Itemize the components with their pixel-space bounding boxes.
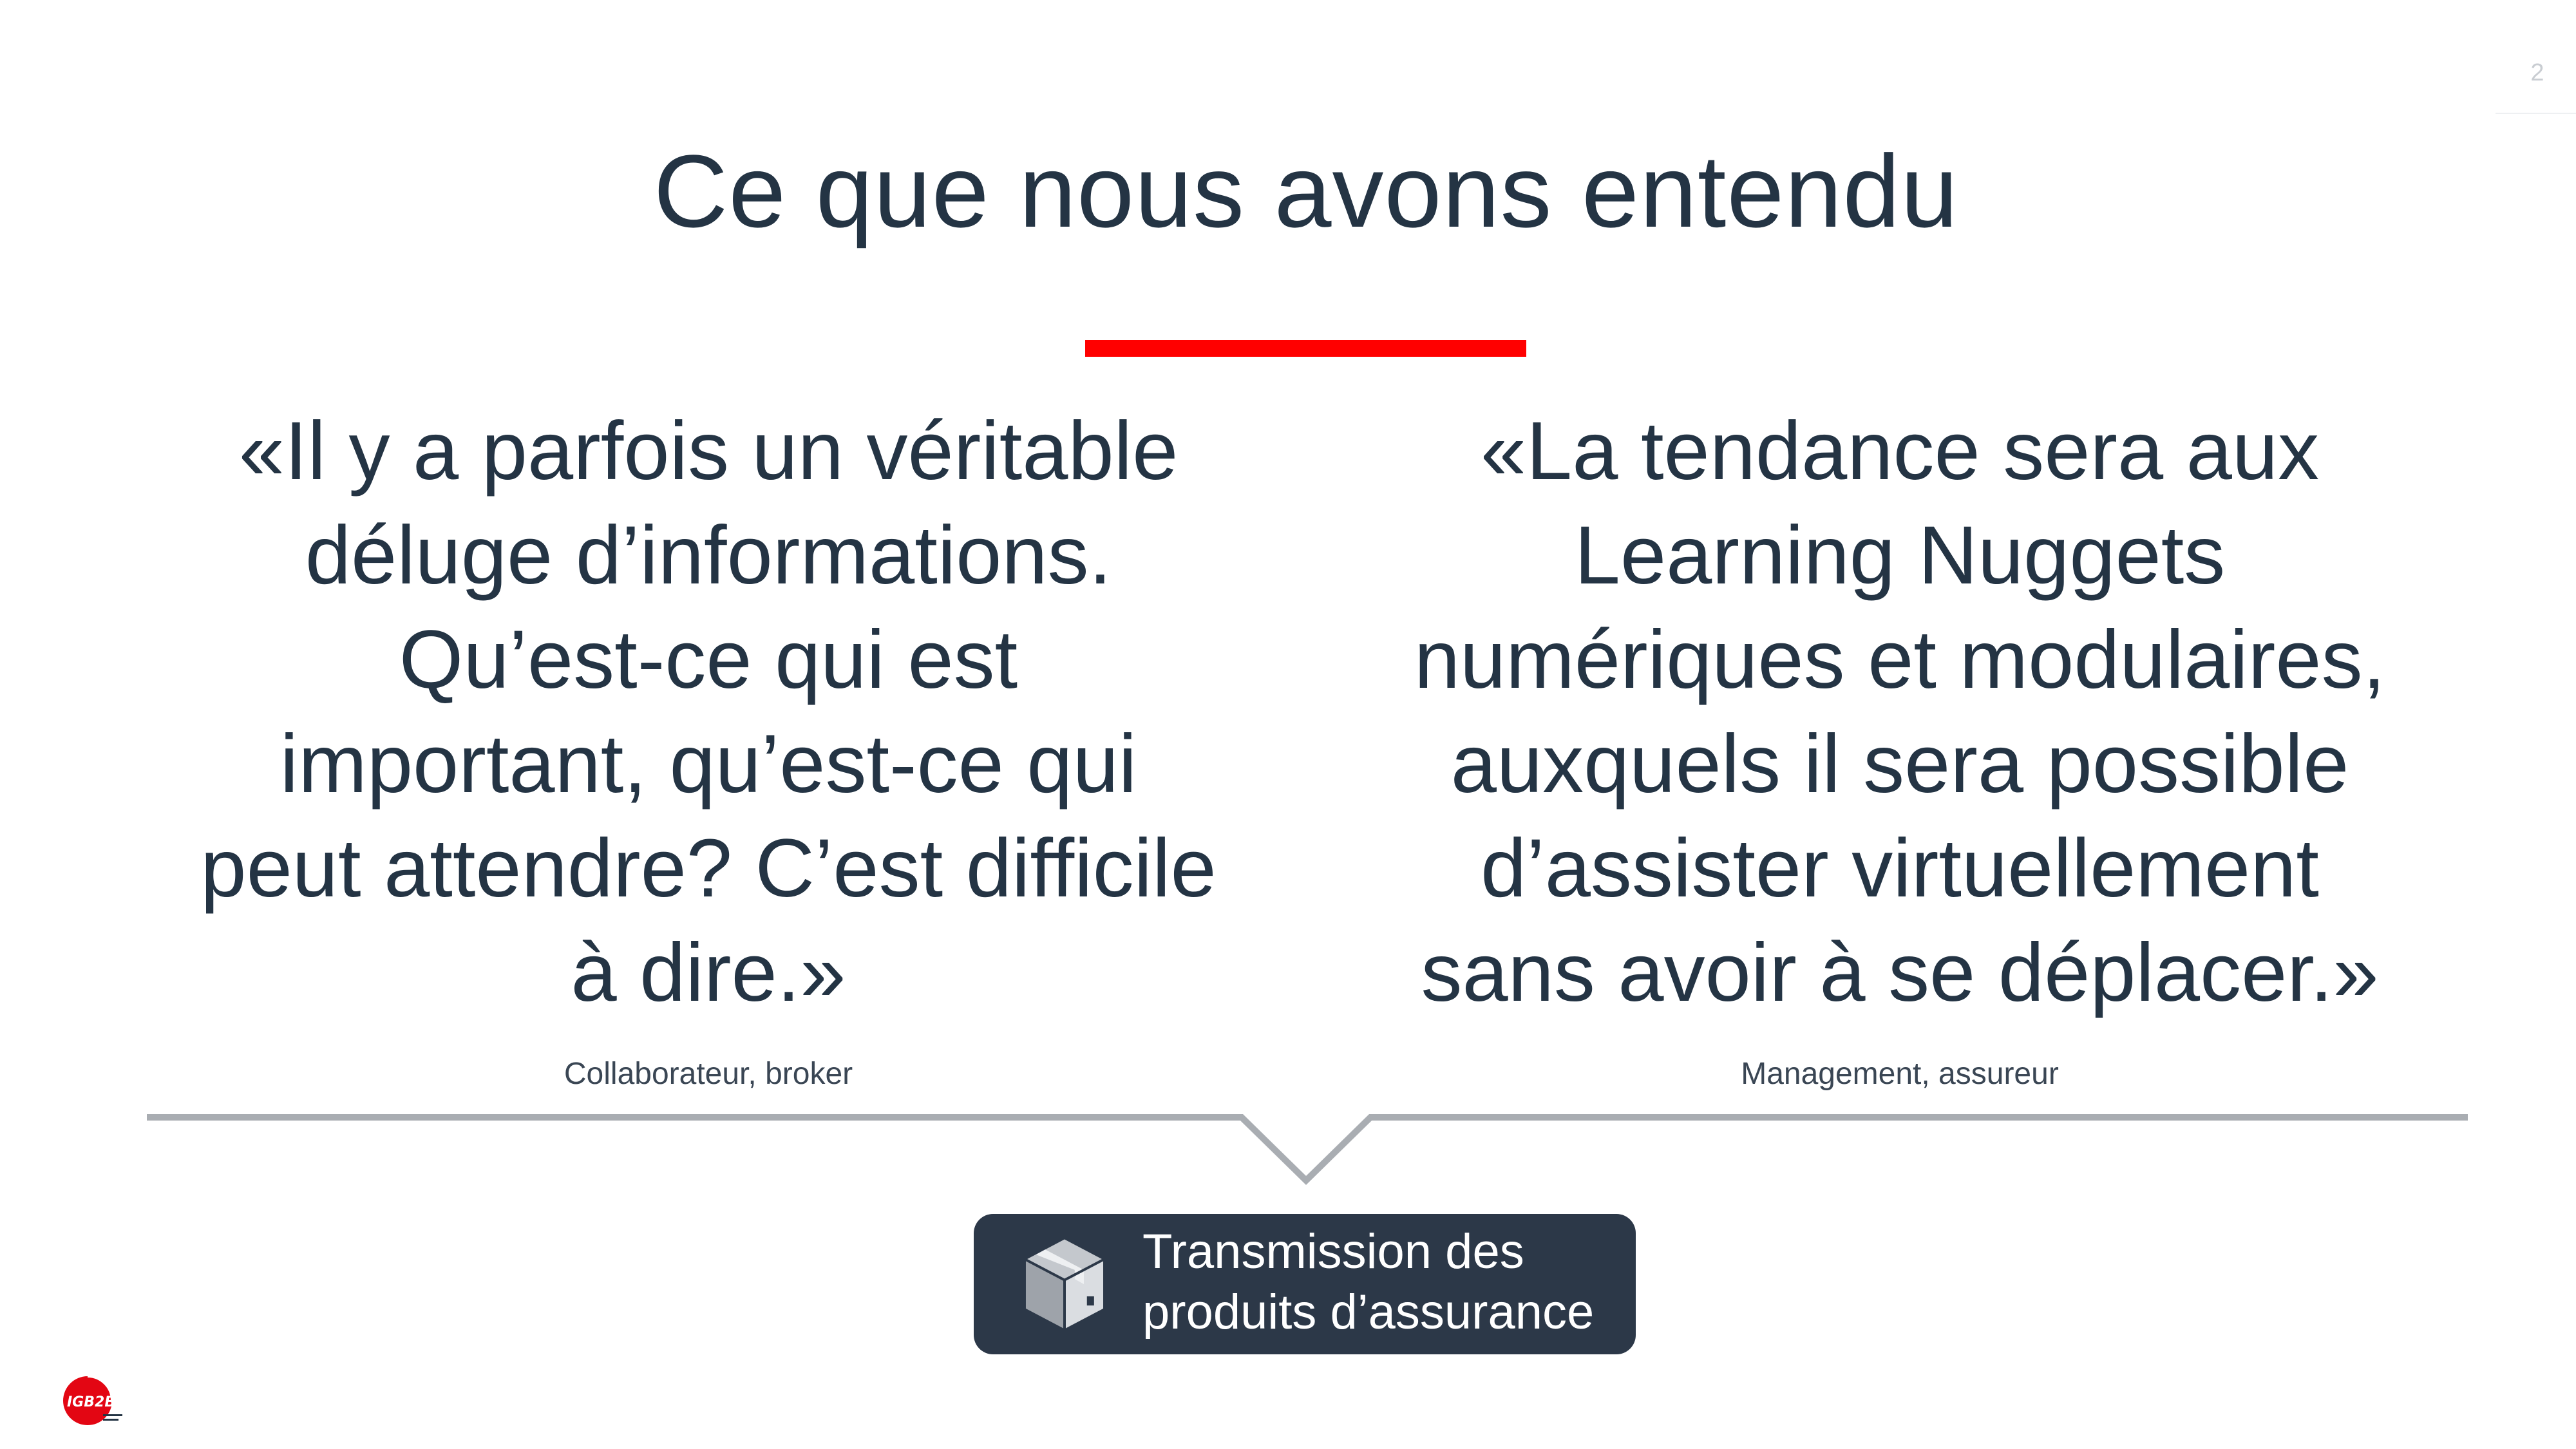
package-box-icon — [1014, 1233, 1115, 1335]
quote-left-line: important, qu’est-ce qui — [279, 718, 1137, 810]
logo-text: IGB2B — [67, 1394, 116, 1410]
attribution-right: Management, assureur — [1741, 1057, 2059, 1091]
page-number: 2 — [2530, 59, 2544, 86]
summary-box-line2: produits d’assurance — [1142, 1285, 1595, 1340]
slide-title: Ce que nous avons entendu — [653, 133, 1959, 249]
attribution-left: Collaborateur, broker — [564, 1057, 853, 1091]
quote-right-line: d’assister virtuellement — [1481, 822, 2319, 914]
quote-right-line: «La tendance sera aux — [1480, 405, 2320, 497]
quote-left-line: peut attendre? C’est difficile — [200, 822, 1217, 914]
quote-right-line: sans avoir à se déplacer.» — [1421, 927, 2379, 1019]
ig-b2b-logo — [62, 1372, 126, 1430]
quote-left-line: déluge d’informations. — [305, 509, 1112, 601]
quote-left-line: à dire.» — [571, 927, 846, 1019]
summary-box — [974, 1214, 1636, 1354]
quote-right-line: auxquels il sera possible — [1450, 718, 2349, 810]
quote-left-line: Qu’est-ce qui est — [399, 614, 1018, 706]
summary-box-text — [1142, 1222, 1619, 1343]
summary-box-line1: Transmission des — [1142, 1224, 1524, 1279]
quote-right-line: numériques et modulaires, — [1414, 614, 2386, 706]
quote-left-line: «Il y a parfois un véritable — [238, 405, 1179, 497]
quote-right-line: Learning Nuggets — [1574, 509, 2226, 601]
